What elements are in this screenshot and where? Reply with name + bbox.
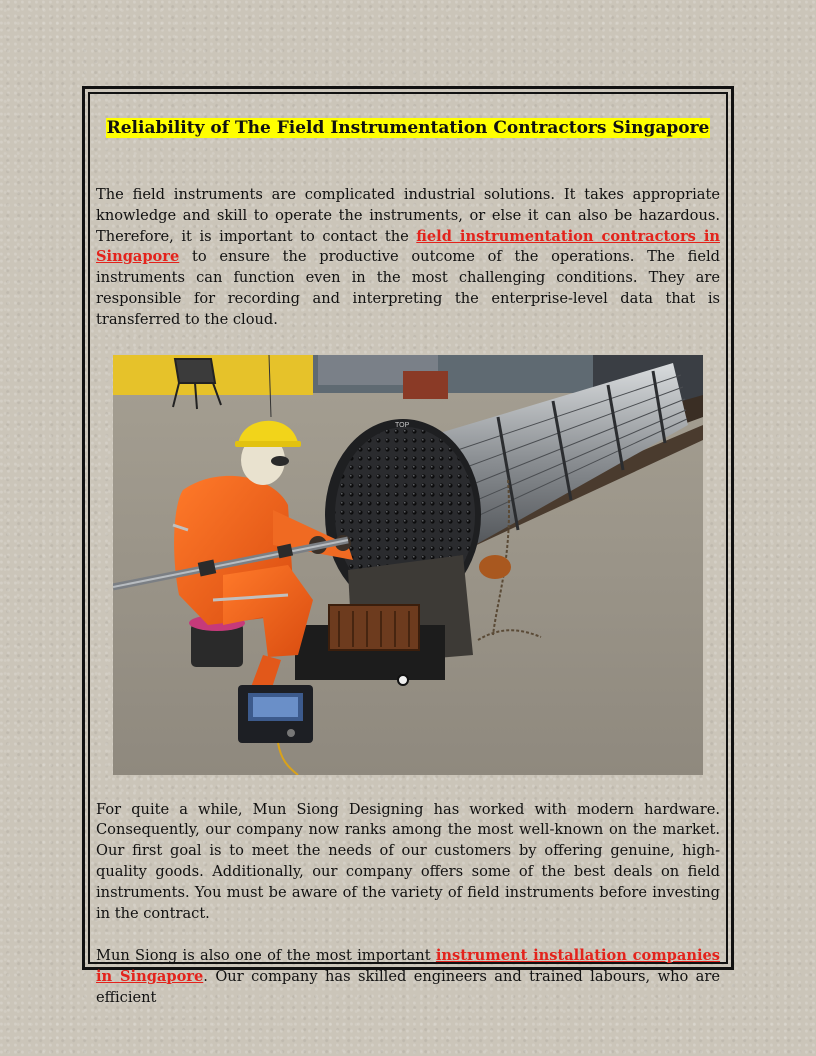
instrument-installation-companies-link[interactable]: instrument installation companies in Singapore	[96, 947, 720, 986]
intro-text-after-link: to ensure the productive outcome of the operations. The field instruments can function even in the most challenging conditions. They are responsible for recording and interpreting the enterprise-level data that is transferred to the cloud.	[96, 248, 720, 328]
document-body	[96, 116, 720, 1009]
page-title	[96, 116, 720, 140]
heat-exchanger-photo	[113, 355, 703, 775]
intro-paragraph	[96, 185, 720, 331]
installation-text-before-link: Mun Siong is also one of the most important	[96, 947, 436, 965]
installation-paragraph	[96, 946, 720, 1008]
tube-sheet-label: TOP	[395, 421, 410, 429]
intro-text-before-link: The field instruments are complicated industrial solutions. It takes appropriate knowledge and skill to operate the instruments, or else it can also be hazardous. Therefore, it is important to contact the	[96, 186, 720, 245]
installation-text-after-link: . Our company has skilled engineers and trained labours, who are efficient	[96, 968, 720, 1006]
field-instrumentation-contractors-link[interactable]: field instrumentation contractors in Singapore	[96, 227, 720, 266]
company-paragraph: For quite a while, Mun Siong Designing has worked with modern hardware. Consequently, our company now ranks among the most well-known on the market. Our first goal is to meet the needs of our customers by offering genuine, high-quality goods. Additionally, our company offers some of the best deals on field instruments. You must be aware of the variety of field instruments before investing in the contract.	[96, 800, 720, 922]
page-title-text: Reliability of The Field Instrumentation Contractors Singapore	[106, 118, 710, 138]
